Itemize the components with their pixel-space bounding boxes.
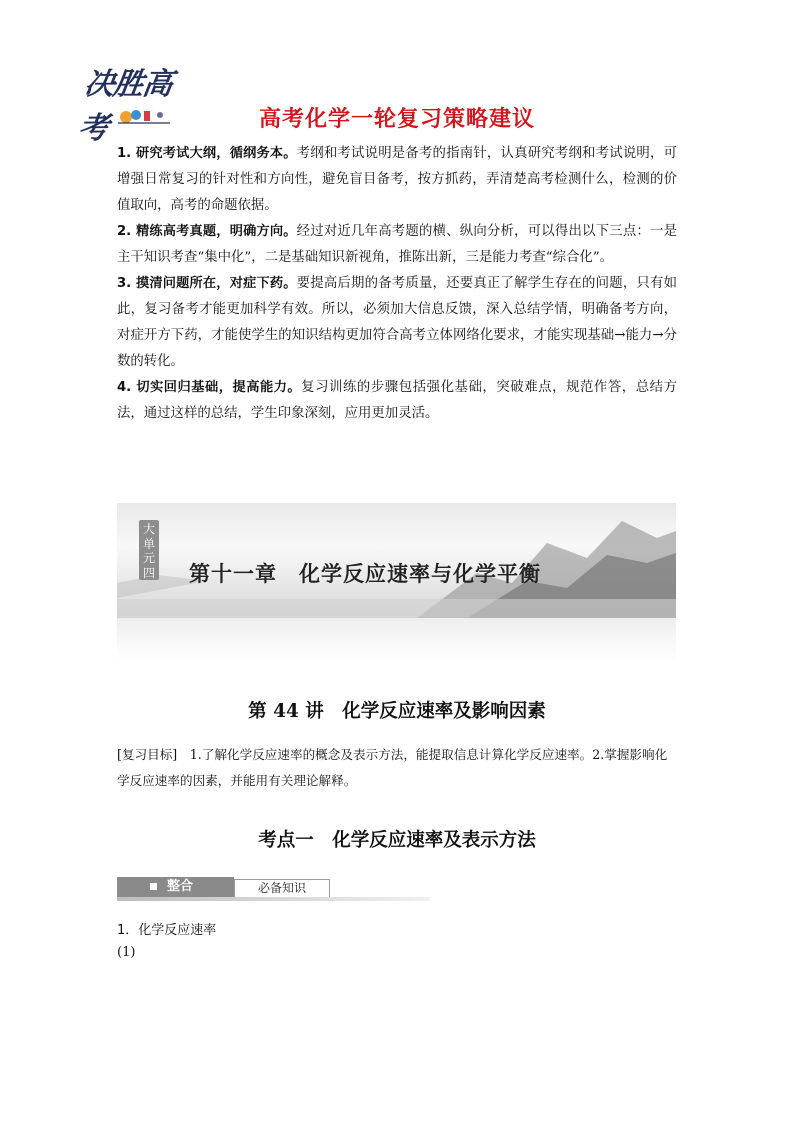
advice-list: [117, 141, 677, 427]
advice-item-1: [117, 141, 677, 219]
tab-integration: [117, 877, 234, 897]
advice-body: 复习训练的步骤包括强化基础，突破难点，规范作答，总结方法，通过这样的总结，学生印象深刻，应用更加灵活。: [117, 380, 677, 421]
advice-item-4: [117, 375, 677, 427]
objectives-text: [117, 742, 677, 794]
banner-reflection: [117, 618, 676, 663]
section-heading: 1．化学反应速率: [117, 923, 217, 938]
chapter-banner: [117, 503, 676, 618]
tab-essential-knowledge: 必备知识: [234, 879, 330, 898]
unit-tag: 大单元四: [139, 520, 159, 580]
advice-item-2: [117, 219, 677, 271]
objectives-label: [复习目标]: [117, 747, 178, 762]
advice-item-3: [117, 271, 677, 375]
chapter-title: 第十一章 化学反应速率与化学平衡: [189, 562, 541, 586]
objectives-body: 1.了解化学反应速率的概念及表示方法，能提取信息计算化学反应速率。2.掌握影响化学反应速率的因素，并能用有关理论解释。: [117, 747, 668, 788]
advice-lead: 4. 切实回归基础，提高能力。: [117, 380, 302, 395]
tab-integration-label: 整合: [167, 879, 194, 894]
main-title: 高考化学一轮复习策略建议: [258, 107, 535, 132]
advice-lead: 2. 精练高考真题，明确方向。: [117, 224, 297, 239]
kaodian-title: 考点一 化学反应速率及表示方法: [258, 830, 536, 851]
section-tabbar: [117, 877, 430, 901]
lecture-title: 第 44 讲 化学反应速率及影响因素: [248, 701, 546, 722]
advice-body: 要提高后期的备考质量，还要真正了解学生存在的问题，只有如此，复习备考才能更加科学有效。所以，必须加大信息反馈，深入总结学情，明确备考方向，对症开方下药，才能使学生的知识结构更加符合高考立体网络化要求，才能实现基础→能力→分数的转化。: [117, 276, 677, 369]
tab-underline: [117, 897, 430, 901]
square-bullet-icon: [150, 883, 157, 890]
advice-body: 考纲和考试说明是备考的指南针，认真研究考纲和考试说明，可增强日常复习的针对性和方向性，避免盲目备考，按方抓药，弄清楚高考检测什么，检测的价值取向，高考的命题依据。: [117, 146, 677, 213]
advice-lead: 3. 摸清问题所在，对症下药。: [117, 276, 297, 291]
logo-text: 决胜高考: [75, 67, 175, 146]
section-subheading: (1): [117, 945, 136, 960]
advice-lead: 1. 研究考试大纲，循纲务本。: [117, 146, 297, 161]
advice-body: 经过对近几年高考题的横、纵向分析，可以得出以下三点：一是主干知识考查“集中化”，二是基础知识新视角，推陈出新，三是能力考查“综合化”。: [117, 224, 677, 265]
review-objectives: [117, 742, 677, 794]
